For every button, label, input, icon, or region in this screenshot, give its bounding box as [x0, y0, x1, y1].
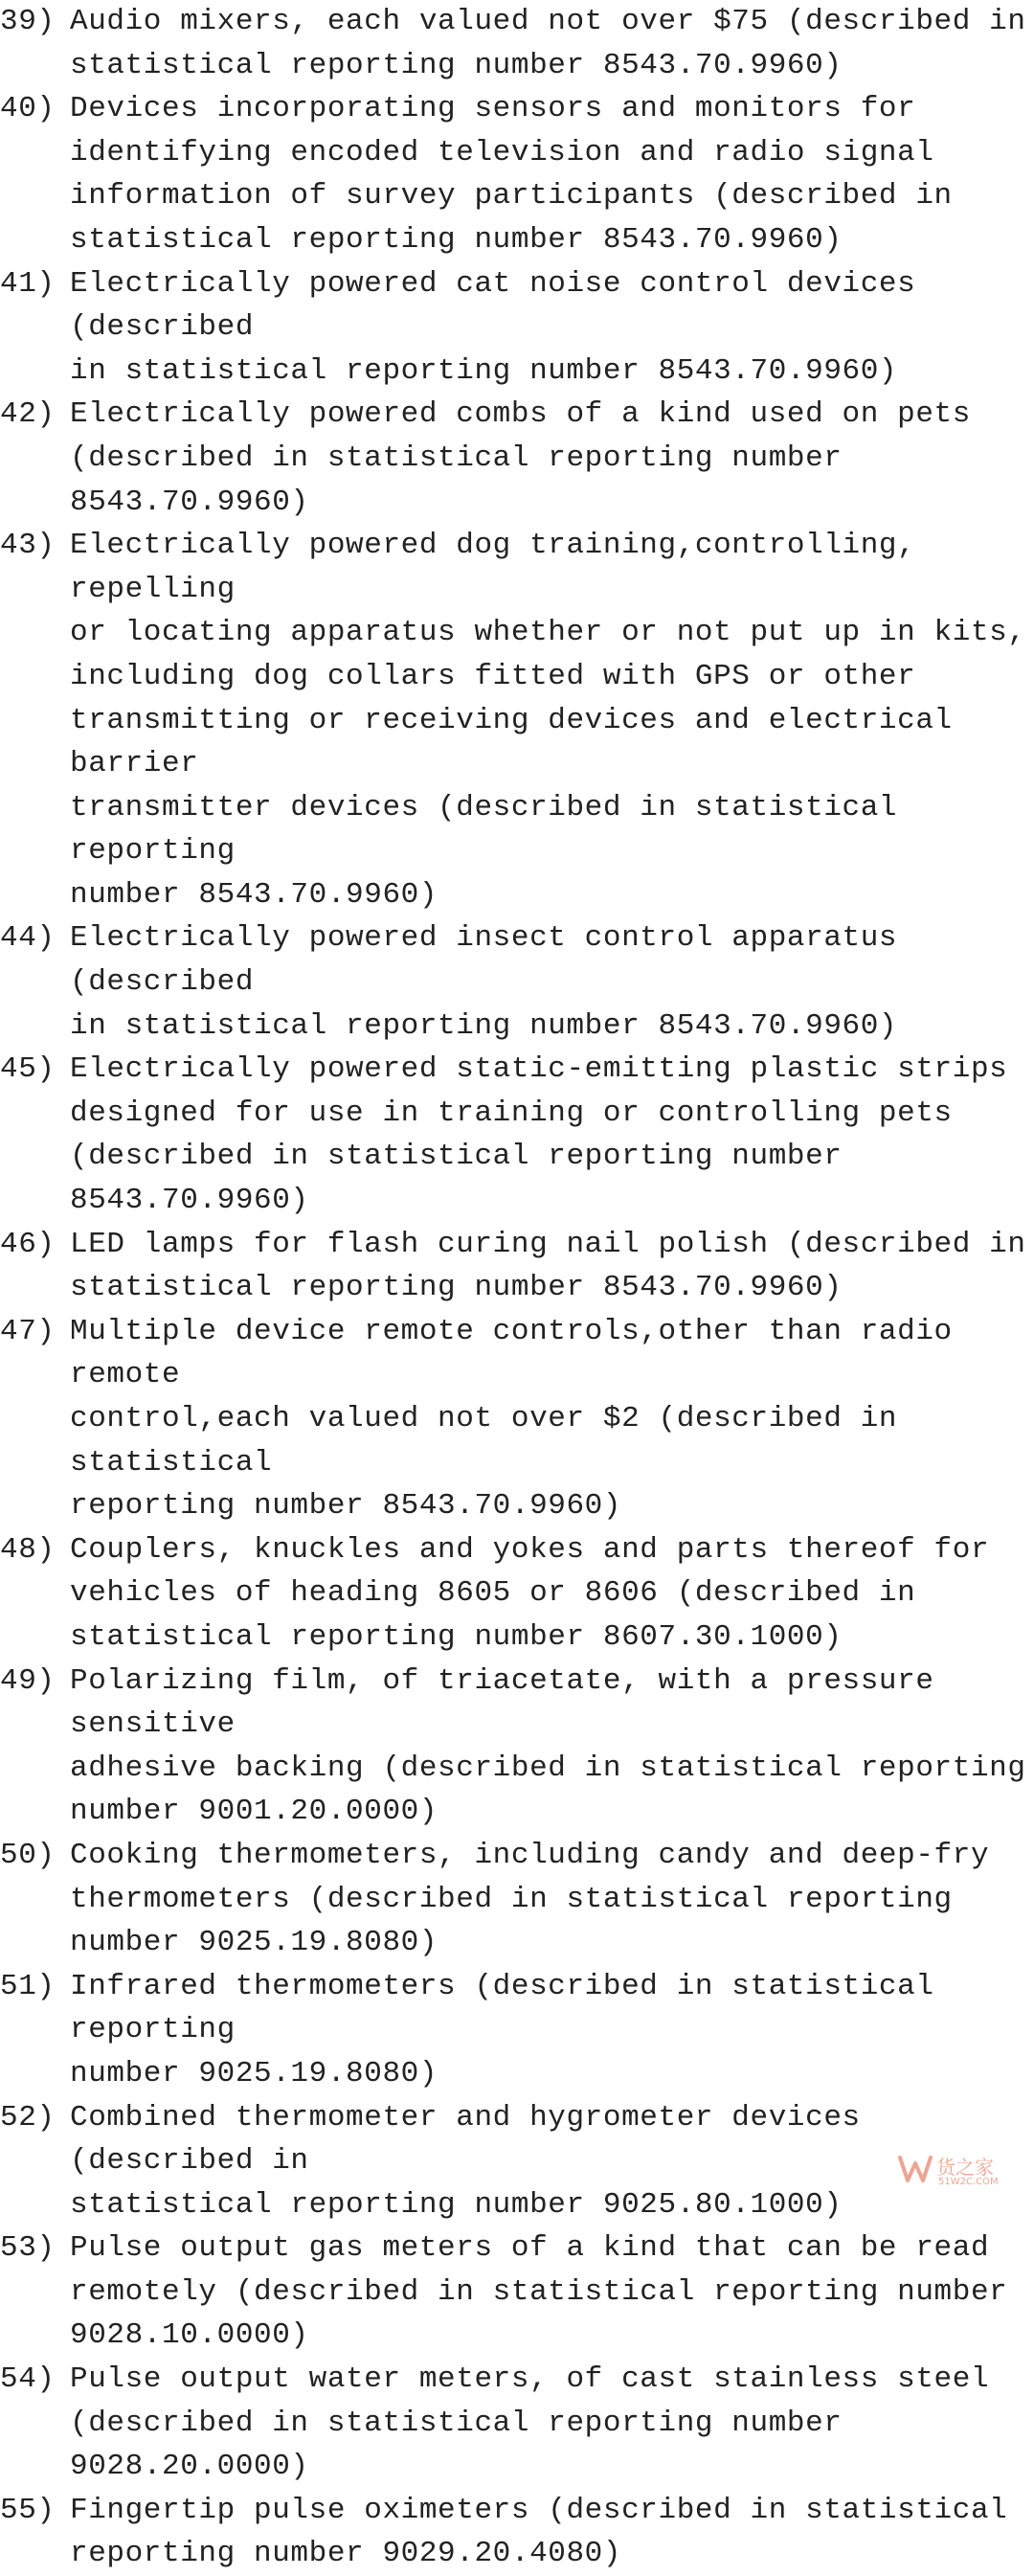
- w-logo-icon: [896, 2150, 934, 2188]
- list-item: [0, 524, 1034, 916]
- list-item: [0, 2489, 1034, 2576]
- item-line: Infrared thermometers (described in statistical reporting: [70, 1969, 934, 2047]
- item-line: transmitter devices (described in statistical reporting: [70, 790, 898, 869]
- item-text: [70, 1223, 1034, 1310]
- item-text: [70, 1048, 1034, 1222]
- item-line: (described in statistical reporting number 8543.70.9960): [70, 1140, 843, 1218]
- item-line: Pulse output water meters, of cast stainless steel: [70, 2362, 990, 2397]
- item-text: [70, 393, 1034, 524]
- item-line: Audio mixers, each valued not over $75 (described in: [70, 5, 1026, 38]
- item-line: number 9001.20.0000): [70, 1795, 438, 1829]
- item-line: (described in statistical reporting number 9028.20.0000): [70, 2406, 843, 2484]
- watermark-logo: [896, 2144, 1011, 2202]
- item-line: Fingertip pulse oximeters (described in statistical: [70, 2493, 1008, 2527]
- item-number: 53): [0, 2231, 56, 2266]
- list-item: [0, 1834, 1034, 1965]
- list-item: [0, 262, 1034, 394]
- item-line: in statistical reporting number 8543.70.9960): [70, 1008, 898, 1043]
- item-line: Combined thermometer and hygrometer devices (described in: [70, 2100, 861, 2179]
- item-line: vehicles of heading 8605 or 8606 (described in: [70, 1576, 916, 1611]
- item-line: statistical reporting number 9025.80.1000): [70, 2187, 843, 2222]
- item-line: Multiple device remote controls,other than radio remote: [70, 1314, 953, 1392]
- item-number: 43): [0, 529, 56, 563]
- item-line: Electrically powered dog training,controlling, repelling: [70, 529, 916, 606]
- item-number: 44): [0, 921, 56, 956]
- item-number: 48): [0, 1532, 56, 1567]
- item-text: [70, 87, 1034, 261]
- watermark-site: 51W2C.COM: [938, 2177, 999, 2187]
- item-number: 41): [0, 266, 56, 301]
- item-line: statistical reporting number 8543.70.9960): [70, 1271, 843, 1305]
- list-item: [0, 1965, 1034, 2096]
- list-item: [0, 1660, 1034, 1834]
- list-item: [0, 1528, 1034, 1660]
- item-line: Electrically powered static-emitting plastic strips: [70, 1052, 1008, 1087]
- item-line: Couplers, knuckles and yokes and parts thereof for: [70, 1532, 990, 1567]
- item-number: 45): [0, 1052, 56, 1087]
- item-text: [70, 1965, 1034, 2096]
- item-line: reporting number 8543.70.9960): [70, 1489, 622, 1524]
- item-number: 46): [0, 1227, 56, 1261]
- item-line: identifying encoded television and radio signal: [70, 135, 934, 169]
- item-text: [70, 916, 1034, 1048]
- item-line: including dog collars fitted with GPS or other: [70, 659, 916, 693]
- item-number: 55): [0, 2493, 56, 2527]
- item-line: thermometers (described in statistical reporting: [70, 1882, 953, 1916]
- item-line: number 9025.19.8080): [70, 1926, 438, 1960]
- item-line: (described in statistical reporting number 8543.70.9960): [70, 441, 843, 519]
- item-number: 52): [0, 2100, 56, 2135]
- item-line: designed for use in training or controlling pets: [70, 1096, 953, 1130]
- item-text: [70, 2358, 1034, 2489]
- list-item: [0, 1310, 1034, 1528]
- item-number: 40): [0, 92, 56, 126]
- item-line: LED lamps for flash curing nail polish (described in: [70, 1227, 1026, 1261]
- item-line: adhesive backing (described in statistical reporting: [70, 1751, 1026, 1785]
- item-text: [70, 2096, 1034, 2227]
- watermark-text: 货之家: [936, 2156, 994, 2179]
- item-line: reporting number 9029.20.4080): [70, 2537, 622, 2571]
- item-line: 9028.10.0000): [70, 2318, 309, 2353]
- item-line: Electrically powered cat noise control devices (described: [70, 266, 916, 345]
- item-line: information of survey participants (described in: [70, 179, 953, 214]
- item-line: Cooking thermometers, including candy and deep-fry: [70, 1838, 990, 1872]
- item-number: 50): [0, 1838, 56, 1872]
- item-number: 39): [0, 5, 56, 38]
- item-text: [70, 0, 1034, 87]
- item-line: transmitting or receiving devices and electrical barrier: [70, 703, 953, 781]
- item-line: Electrically powered insect control apparatus (described: [70, 921, 898, 1000]
- item-text: [70, 1528, 1034, 1660]
- item-number: 54): [0, 2362, 56, 2397]
- list-item: [0, 393, 1034, 524]
- item-number: 42): [0, 397, 56, 432]
- item-number: 51): [0, 1969, 56, 2003]
- item-line: Pulse output gas meters of a kind that can be read: [70, 2231, 990, 2266]
- list-item: [0, 0, 1034, 87]
- item-line: Devices incorporating sensors and monitors for: [70, 92, 916, 126]
- item-line: or locating apparatus whether or not put up in kits,: [70, 616, 1026, 650]
- item-line: number 9025.19.8080): [70, 2056, 438, 2090]
- item-line: Polarizing film, of triacetate, with a pressure sensitive: [70, 1663, 934, 1742]
- item-text: [70, 2489, 1034, 2576]
- item-line: in statistical reporting number 8543.70.9960): [70, 353, 898, 388]
- item-text: [70, 1660, 1034, 1834]
- item-line: control,each valued not over $2 (described in statistical: [70, 1402, 898, 1480]
- item-line: statistical reporting number 8607.30.1000): [70, 1619, 843, 1654]
- list-item: [0, 1048, 1034, 1222]
- item-number: 49): [0, 1663, 56, 1698]
- item-text: [70, 2226, 1034, 2358]
- list-item: [0, 2096, 1034, 2227]
- item-line: statistical reporting number 8543.70.9960): [70, 222, 843, 257]
- item-number: 47): [0, 1314, 56, 1348]
- list-item: [0, 87, 1034, 261]
- item-line: Electrically powered combs of a kind used on pets: [70, 397, 971, 432]
- list-item: [0, 916, 1034, 1048]
- list-item: [0, 2226, 1034, 2358]
- item-line: remotely (described in statistical reporting number: [70, 2274, 1008, 2309]
- item-line: statistical reporting number 8543.70.9960): [70, 48, 843, 82]
- item-text: [70, 1310, 1034, 1528]
- item-text: [70, 1834, 1034, 1965]
- item-text: [70, 262, 1034, 394]
- list-item: [0, 2358, 1034, 2489]
- item-line: number 8543.70.9960): [70, 877, 438, 912]
- item-text: [70, 524, 1034, 916]
- list-item: [0, 1223, 1034, 1310]
